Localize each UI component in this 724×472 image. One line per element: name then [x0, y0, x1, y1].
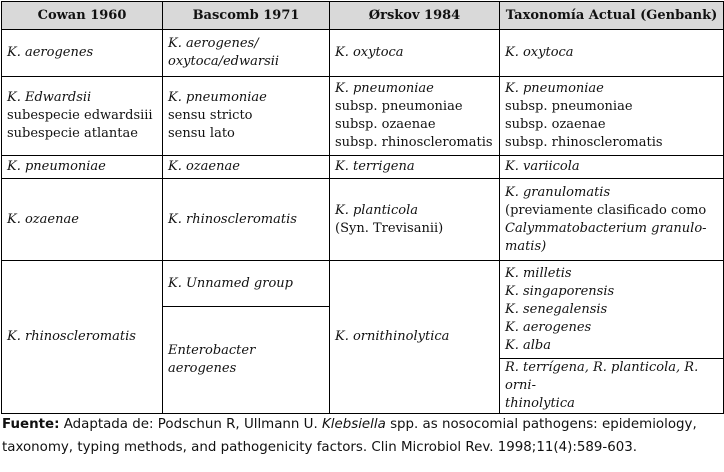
cell-line: (previamente clasificado como	[505, 202, 707, 218]
cell-orskov-r5: K. ornithinolytica	[330, 261, 500, 414]
cell-line: K. pneumoniae	[505, 81, 604, 96]
cell-orskov-r4	[330, 179, 500, 261]
cell-actual-r5	[500, 261, 724, 359]
cell-line: subsp. pneumoniae	[505, 99, 633, 114]
cell-line: Calymmatobacterium granulo-	[505, 220, 707, 236]
cell-line: K. Edwardsii	[7, 90, 92, 105]
cell-actual-r3: K. variicola	[500, 156, 724, 179]
table-row	[2, 179, 724, 261]
source-note	[2, 413, 720, 459]
header-actual: Taxonomía Actual (Genbank)	[500, 2, 724, 30]
header-orskov: Ørskov 1984	[330, 2, 500, 30]
source-italic-genus: Klebsiella	[321, 417, 386, 432]
header-row	[2, 2, 724, 30]
table-row	[2, 156, 724, 179]
source-text-1: Adaptada de: Podschun R, Ullmann U.	[59, 417, 322, 432]
cell-line: subsp. ozaenae	[335, 117, 436, 132]
cell-line: K. pneumoniae	[335, 81, 434, 96]
cell-line: thinolytica	[505, 396, 575, 411]
cell-orskov-r2	[330, 77, 500, 156]
cell-cowan-r2	[2, 77, 163, 156]
table-row	[2, 77, 724, 156]
source-label: Fuente:	[2, 417, 60, 432]
cell-cowan-r4: K. ozaenae	[2, 179, 163, 261]
cell-line: subespecie edwardsiii	[7, 108, 153, 123]
cell-line: K. aerogenes/	[168, 36, 259, 51]
cell-line: matis)	[505, 238, 547, 254]
cell-line: K. aerogenes	[505, 319, 592, 335]
cell-cowan-r3: K. pneumoniae	[2, 156, 163, 179]
cell-line: oxytoca/edwarsii	[168, 54, 280, 69]
cell-line: subsp. ozaenae	[505, 117, 606, 132]
cell-line: K. pneumoniae	[168, 90, 267, 105]
cell-bascomb-r2	[163, 77, 330, 156]
cell-bascomb-r3: K. ozaenae	[163, 156, 330, 179]
cell-bascomb-r4: K. rhinoscleromatis	[163, 179, 330, 261]
cell-line: sensu stricto	[168, 108, 253, 123]
cell-line: K. granulomatis	[505, 184, 611, 200]
cell-orskov-r1: K. oxytoca	[330, 30, 500, 77]
table-row	[2, 261, 724, 307]
table-row	[2, 30, 724, 77]
header-bascomb: Bascomb 1971	[163, 2, 330, 30]
cell-line: (Syn. Trevisanii)	[335, 220, 444, 236]
cell-actual-r6	[500, 359, 724, 414]
cell-cowan-r5: K. rhinoscleromatis	[2, 261, 163, 414]
cell-bascomb-r5b: Enterobacter aerogenes	[163, 307, 330, 414]
taxonomy-table	[1, 1, 724, 414]
cell-line: K. senegalensis	[505, 301, 608, 317]
cell-bascomb-r1	[163, 30, 330, 77]
cell-line: sensu lato	[168, 126, 235, 141]
cell-line: K. planticola	[335, 202, 418, 218]
cell-actual-r1: K. oxytoca	[500, 30, 724, 77]
cell-line: subsp. pneumoniae	[335, 99, 463, 114]
source-text-2: spp. as nosocomial pathogens: epidemiology, taxonomy, typing methods, and pathogenicity factors. Clin Microbiol Rev. 1998;11(4):589-603.	[2, 417, 697, 455]
cell-line: subsp. rhinoscleromatis	[335, 135, 493, 150]
cell-line: subespecie atlantae	[7, 126, 138, 141]
cell-line: K. alba	[505, 337, 551, 353]
cell-line: K. milletis	[505, 265, 572, 281]
cell-actual-r4	[500, 179, 724, 261]
header-cowan: Cowan 1960	[2, 2, 163, 30]
cell-line: subsp. rhinoscleromatis	[505, 135, 663, 150]
cell-actual-r2	[500, 77, 724, 156]
cell-bascomb-r5a: K. Unnamed group	[163, 261, 330, 307]
cell-cowan-r1: K. aerogenes	[2, 30, 163, 77]
cell-orskov-r3: K. terrigena	[330, 156, 500, 179]
cell-line: R. terrígena, R. planticola, R. orni-	[505, 360, 699, 393]
cell-line: K. singaporensis	[505, 283, 615, 299]
